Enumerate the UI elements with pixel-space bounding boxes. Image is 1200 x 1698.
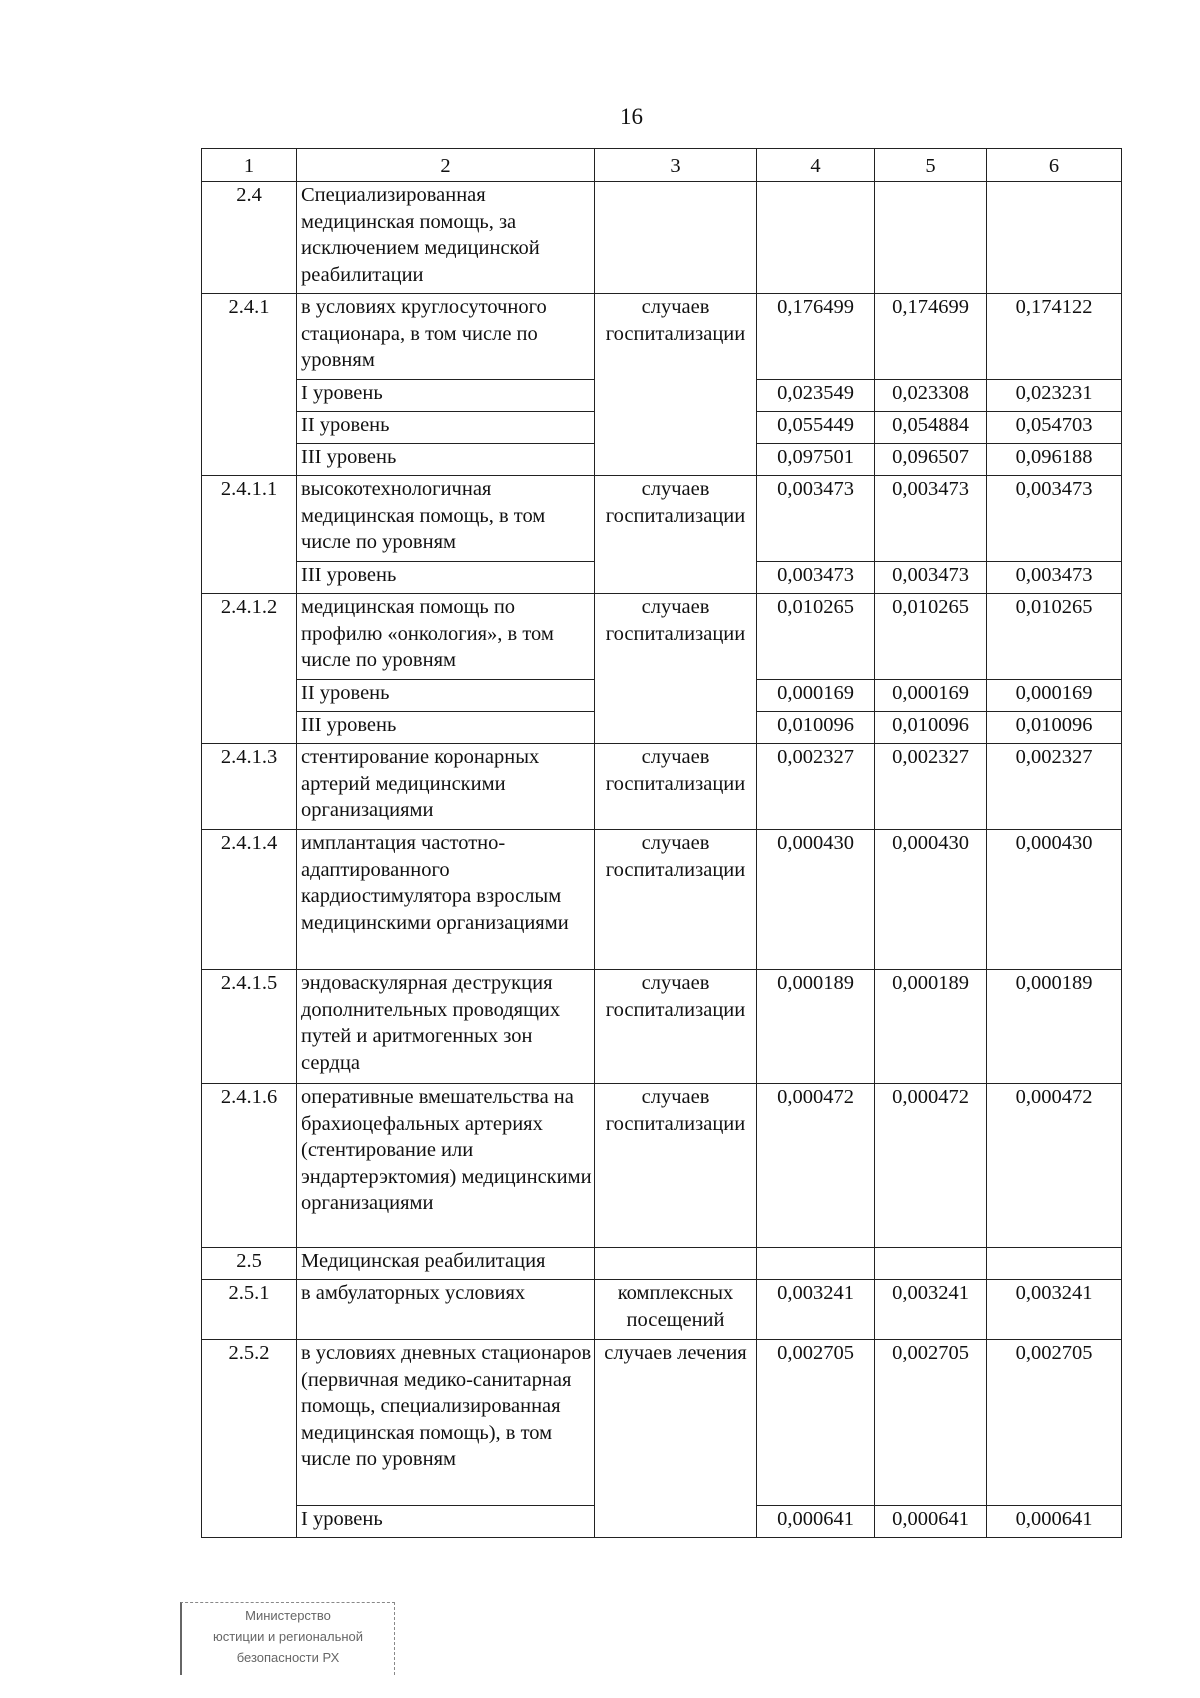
header-col-4: 4 — [757, 149, 875, 182]
page-number: 16 — [620, 104, 643, 129]
value-col-6: 0,003241 — [987, 1280, 1122, 1340]
value-col-6 — [987, 182, 1122, 294]
value-col-6: 0,002705 — [987, 1340, 1122, 1506]
value-col-5: 0,003473 — [875, 562, 987, 594]
row-code: 2.5.2 — [202, 1340, 297, 1538]
value-col-4: 0,002327 — [757, 744, 875, 830]
value-col-6: 0,010096 — [987, 712, 1122, 744]
row-description: II уровень — [297, 680, 595, 712]
value-col-6: 0,000169 — [987, 680, 1122, 712]
value-col-4 — [757, 182, 875, 294]
value-col-4: 0,055449 — [757, 412, 875, 444]
value-col-6: 0,003473 — [987, 562, 1122, 594]
row-description: оперативные вмешательства на брахиоцефальных артериях (стентирование или эндартерэктомия) медицинскими организациями — [297, 1084, 595, 1248]
value-col-5: 0,174699 — [875, 294, 987, 380]
value-col-4: 0,176499 — [757, 294, 875, 380]
value-col-5: 0,096507 — [875, 444, 987, 476]
value-col-6 — [987, 1248, 1122, 1280]
value-col-5: 0,010096 — [875, 712, 987, 744]
row-unit: случаев госпитализации — [595, 594, 757, 744]
row-unit: случаев госпитализации — [595, 970, 757, 1084]
value-col-5: 0,010265 — [875, 594, 987, 680]
value-col-4: 0,023549 — [757, 380, 875, 412]
value-col-6: 0,010265 — [987, 594, 1122, 680]
value-col-5: 0,000430 — [875, 830, 987, 970]
value-col-5: 0,000472 — [875, 1084, 987, 1248]
row-code: 2.5.1 — [202, 1280, 297, 1340]
row-description: в условиях дневных стационаров (первичная медико-санитарная помощь, специализированная медицинская помощь), в том числе по уровням — [297, 1340, 595, 1506]
table-row — [202, 1084, 1122, 1248]
value-col-4: 0,003473 — [757, 476, 875, 562]
stamp-line-1: Министерство — [245, 1608, 331, 1623]
header-row — [202, 149, 1122, 182]
value-col-5: 0,002327 — [875, 744, 987, 830]
value-col-4: 0,000169 — [757, 680, 875, 712]
value-col-4: 0,010096 — [757, 712, 875, 744]
value-col-5: 0,003241 — [875, 1280, 987, 1340]
value-col-6: 0,023231 — [987, 380, 1122, 412]
value-col-6: 0,000641 — [987, 1506, 1122, 1538]
value-col-4: 0,097501 — [757, 444, 875, 476]
row-unit: случаев госпитализации — [595, 476, 757, 594]
row-code: 2.4.1.5 — [202, 970, 297, 1084]
row-code: 2.4.1.6 — [202, 1084, 297, 1248]
row-code: 2.4.1.1 — [202, 476, 297, 594]
row-code: 2.5 — [202, 1248, 297, 1280]
value-col-5: 0,003473 — [875, 476, 987, 562]
row-unit: случаев госпитализации — [595, 830, 757, 970]
row-unit: случаев госпитализации — [595, 744, 757, 830]
table-row — [202, 1248, 1122, 1280]
value-col-6: 0,096188 — [987, 444, 1122, 476]
header-col-3: 3 — [595, 149, 757, 182]
row-code: 2.4.1 — [202, 294, 297, 476]
value-col-5: 0,000169 — [875, 680, 987, 712]
value-col-5: 0,023308 — [875, 380, 987, 412]
row-unit: комплексных посещений — [595, 1280, 757, 1340]
value-col-4: 0,003241 — [757, 1280, 875, 1340]
row-unit — [595, 1248, 757, 1280]
value-col-6: 0,054703 — [987, 412, 1122, 444]
row-description: III уровень — [297, 562, 595, 594]
row-code: 2.4.1.3 — [202, 744, 297, 830]
value-col-4 — [757, 1248, 875, 1280]
value-col-5 — [875, 182, 987, 294]
table-row — [202, 476, 1122, 562]
stamp-line-2: юстиции и региональной — [212, 1629, 364, 1644]
row-description: в условиях круглосуточного стационара, в том числе по уровням — [297, 294, 595, 380]
value-col-6: 0,000189 — [987, 970, 1122, 1084]
row-unit: случаев госпитализации — [595, 1084, 757, 1248]
value-col-4: 0,010265 — [757, 594, 875, 680]
table-row — [202, 294, 1122, 380]
value-col-5: 0,002705 — [875, 1340, 987, 1506]
row-code: 2.4.1.2 — [202, 594, 297, 744]
value-col-4: 0,000430 — [757, 830, 875, 970]
row-description: I уровень — [297, 380, 595, 412]
value-col-6: 0,003473 — [987, 476, 1122, 562]
row-unit — [595, 182, 757, 294]
row-description: III уровень — [297, 444, 595, 476]
row-description: I уровень — [297, 1506, 595, 1538]
row-description: медицинская помощь по профилю «онкология», в том числе по уровням — [297, 594, 595, 680]
header-col-6: 6 — [987, 149, 1122, 182]
value-col-5: 0,000641 — [875, 1506, 987, 1538]
header-col-1: 1 — [202, 149, 297, 182]
row-code: 2.4.1.4 — [202, 830, 297, 970]
value-col-4: 0,000189 — [757, 970, 875, 1084]
row-unit: случаев лечения — [595, 1340, 757, 1538]
value-col-6: 0,002327 — [987, 744, 1122, 830]
row-description: Специализированная медицинская помощь, за исключением медицинской реабилитации — [297, 182, 595, 294]
value-col-4: 0,000472 — [757, 1084, 875, 1248]
registration-stamp — [180, 1602, 395, 1675]
row-unit: случаев госпитализации — [595, 294, 757, 476]
row-description: в амбулаторных условиях — [297, 1280, 595, 1340]
row-description: III уровень — [297, 712, 595, 744]
data-table — [201, 148, 1122, 1538]
value-col-6: 0,174122 — [987, 294, 1122, 380]
row-description: стентирование коронарных артерий медицинскими организациями — [297, 744, 595, 830]
table-row — [202, 970, 1122, 1084]
value-col-4: 0,003473 — [757, 562, 875, 594]
row-description: высокотехнологичная медицинская помощь, в том числе по уровням — [297, 476, 595, 562]
row-description: II уровень — [297, 412, 595, 444]
table-row — [202, 594, 1122, 680]
stamp-line-3: безопасности РХ — [236, 1650, 340, 1665]
value-col-5: 0,054884 — [875, 412, 987, 444]
table-row — [202, 1280, 1122, 1340]
row-description: имплантация частотно-адаптированного кардиостимулятора взрослым медицинскими организациями — [297, 830, 595, 970]
table-row — [202, 182, 1122, 294]
row-description: эндоваскулярная деструкция дополнительных проводящих путей и аритмогенных зон сердца — [297, 970, 595, 1084]
value-col-5 — [875, 1248, 987, 1280]
header-col-2: 2 — [297, 149, 595, 182]
row-description: Медицинская реабилитация — [297, 1248, 595, 1280]
table-row — [202, 744, 1122, 830]
row-code: 2.4 — [202, 182, 297, 294]
value-col-6: 0,000472 — [987, 1084, 1122, 1248]
value-col-6: 0,000430 — [987, 830, 1122, 970]
table-row — [202, 830, 1122, 970]
value-col-4: 0,002705 — [757, 1340, 875, 1506]
value-col-4: 0,000641 — [757, 1506, 875, 1538]
table-row — [202, 1340, 1122, 1506]
header-col-5: 5 — [875, 149, 987, 182]
value-col-5: 0,000189 — [875, 970, 987, 1084]
